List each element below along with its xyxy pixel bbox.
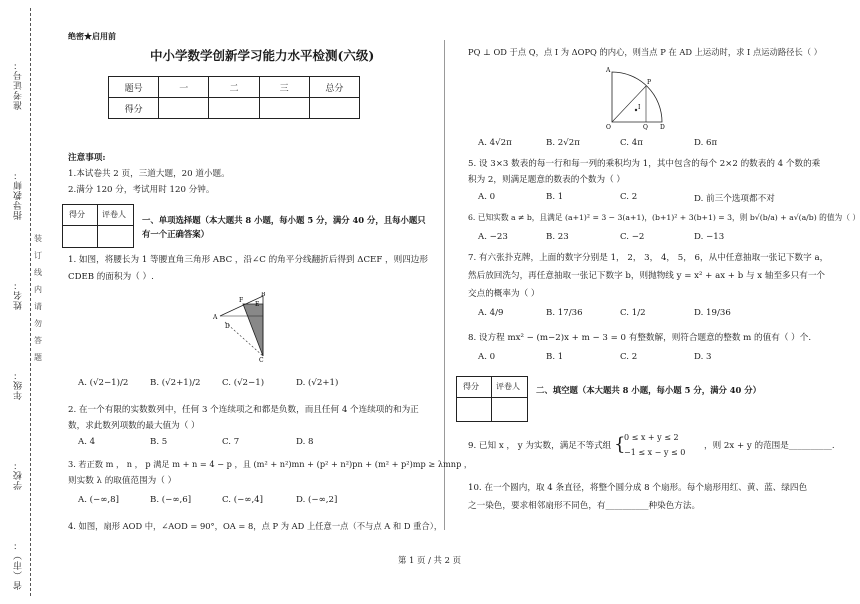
grader-reviewer-label: 评卷人 [102, 210, 126, 219]
q4-option-c[interactable]: C. 4π [620, 138, 643, 148]
q4-option-a[interactable]: A. 4√2π [478, 138, 512, 148]
table-cell[interactable] [209, 98, 259, 119]
q6-option-b[interactable]: B. 23 [546, 232, 569, 242]
q4-option-d[interactable]: D. 6π [694, 138, 718, 148]
grader-score-label: 得分 [69, 210, 85, 219]
q3-text-cont: 则实数 λ 的取值范围为（ ） [68, 476, 177, 486]
fig-label: D [225, 323, 230, 330]
q8-option-d[interactable]: D. 3 [694, 352, 712, 362]
fig-label: A [606, 67, 611, 74]
table-cell[interactable] [259, 98, 309, 119]
fig-label: B [261, 292, 266, 298]
fig-label: P [647, 79, 652, 86]
binding-cut-marks: 装 订 线 内 请 勿 答 题 [34, 234, 42, 362]
q7-text: 7. 有六张扑克牌，上面的数字分别是 1， 2， 3， 4， 5， 6，从中任意抽取一张记下数字 a， [468, 253, 829, 263]
table-cell: 题号 [109, 77, 159, 98]
table-cell: 得分 [109, 98, 159, 119]
binding-label-exam-number: 准考证号： [14, 60, 24, 110]
q5-option-b[interactable]: B. 1 [546, 192, 564, 202]
score-table [108, 76, 360, 119]
brace-icon: { [614, 434, 626, 455]
q7-option-c[interactable]: C. 1/2 [620, 308, 646, 318]
grader-box [62, 204, 134, 248]
q3-option-b[interactable]: B. (−∞,6] [150, 495, 192, 505]
q1-option-b[interactable]: B. (√2+1)/2 [150, 378, 201, 388]
q8-option-b[interactable]: B. 1 [546, 352, 564, 362]
q5-text: 5. 设 3×3 数表的每一行和每一列的乘积均为 1，其中包含的每个 2×2 的数表的 4 个数的乘 [468, 159, 821, 169]
q4-text-cont: PQ ⊥ OD 于点 Q，点 I 为 ΔOPQ 的内心，则当点 P 在 AD 上运动时，求 I 点运动路径长（ ） [468, 47, 822, 57]
q3-option-c[interactable]: C. (−∞,4] [222, 495, 263, 505]
table-cell: 三 [259, 77, 309, 98]
section-1-title: 一、单项选择题（本大题共 8 小题，每小题 5 分，满分 40 分，且每小题只 [142, 215, 426, 225]
page-title: 中小学数学创新学习能力水平检测(六级) [150, 48, 375, 63]
q8-option-a[interactable]: A. 0 [478, 352, 496, 362]
q5-text-cont: 积为 2，则满足题意的数表的个数为（ ） [468, 175, 626, 185]
section-2-title: 二、填空题（本大题共 8 小题，每小题 5 分，满分 40 分） [536, 385, 762, 395]
q7-option-b[interactable]: B. 17/36 [546, 308, 583, 318]
q7-text-cont: 交点的概率为（ ） [468, 289, 540, 299]
q4-option-b[interactable]: B. 2√2π [546, 138, 580, 148]
q7-option-a[interactable]: A. 4/9 [478, 308, 504, 318]
q8-option-c[interactable]: C. 2 [620, 352, 638, 362]
q4-text: 4. 如图，扇形 AOD 中，∠AOD = 90°，OA = 8，点 P 为 AD 上任意一点（不与点 A 和 D 重合）， [68, 521, 443, 531]
table-cell: 总分 [309, 77, 359, 98]
q6-option-d[interactable]: D. −13 [694, 232, 725, 242]
q1-option-a[interactable]: A. (√2−1)/2 [78, 378, 129, 388]
q5-option-d[interactable]: D. 前三个选项都不对 [694, 194, 775, 204]
grader-reviewer-label: 评卷人 [496, 382, 520, 391]
fig-label: D [660, 124, 665, 130]
q2-option-a[interactable]: A. 4 [78, 437, 96, 447]
q8-text: 8. 设方程 mx² − (m−2)x + m − 3 = 0 有整数解，则符合题意的整数 m 的值有（ ）个. [468, 333, 812, 343]
binding-label-name: 姓名： [14, 280, 24, 310]
q3-text: 3. 若正数 m ， n ， p 满足 m + n = 4 − p ，且 (m² + n²)mn + (p² + n²)pn + (m² + p²)mp ≥ λmnp ， [68, 459, 473, 469]
q6-text: 6. 已知实数 a ≠ b，且满足 (a+1)² = 3 − 3(a+1)，(b+1)² + 3(b+1) = 3，则 b√(b/a) + a√(a/b) 的值为（ ） [468, 213, 860, 222]
score-table-score-row [109, 98, 360, 119]
q4-sector-figure [598, 64, 670, 130]
fig-label: Q [643, 124, 648, 130]
confidential-mark: 绝密★启用前 [68, 31, 116, 41]
notes-item: 2.满分 120 分，考试用时 120 分钟。 [68, 185, 215, 195]
q10-text: 10. 在一个圆内，取 4 条直径，将整个圆分成 8 个扇形。每个扇形用红、黄、蓝、绿四色 [468, 483, 808, 493]
q9-text-cont: ，则 2x + y 的范围是__________. [704, 441, 835, 451]
q6-option-a[interactable]: A. −23 [478, 232, 508, 242]
table-cell: 二 [209, 77, 259, 98]
grader-box [456, 376, 528, 422]
grader-score-label: 得分 [463, 382, 479, 391]
q2-text: 2. 在一个有限的实数数列中，任何 3 个连续项之和都是负数，而且任何 4 个连续项的和为正 [68, 405, 419, 415]
fig-label: E [255, 301, 260, 308]
q9-inequality-1: 0 ≤ x + y ≤ 2 [624, 433, 679, 442]
q3-option-d[interactable]: D. (−∞,2] [296, 495, 338, 505]
binding-label-grade: 年级： [14, 370, 24, 400]
fig-label: C [259, 357, 264, 362]
q7-text-cont: 然后放回洗匀，再任意抽取一张记下数字 b，则抛物线 y = x² + ax + b 与 x 轴至多只有一个 [468, 271, 826, 281]
binding-cut-line [30, 8, 31, 596]
notes-title: 注意事项: [68, 153, 106, 163]
column-divider [444, 40, 445, 530]
q1-triangle-figure [205, 292, 285, 362]
q5-option-c[interactable]: C. 2 [620, 192, 638, 202]
binding-label-province: 省（市）： [14, 540, 24, 590]
section-1-title-cont: 有一个正确答案） [142, 229, 209, 239]
table-cell[interactable] [309, 98, 359, 119]
q10-text-cont: 之一染色，要求相邻扇形不同色，有__________种染色方法。 [468, 501, 701, 511]
q7-option-d[interactable]: D. 19/36 [694, 308, 731, 318]
score-table-header-row [109, 77, 360, 98]
q2-option-c[interactable]: C. 7 [222, 437, 240, 447]
q9-inequality-2: −1 ≤ x − y ≤ 0 [624, 448, 686, 457]
q1-option-d[interactable]: D. (√2+1) [296, 378, 339, 388]
q6-option-c[interactable]: C. −2 [620, 232, 645, 242]
fig-label: I [638, 104, 641, 111]
fig-label: A [213, 314, 218, 321]
q5-option-a[interactable]: A. 0 [478, 192, 496, 202]
q9-text: 9. 已知 x ， y 为实数，满足不等式组 [468, 441, 612, 451]
fig-label: F [239, 297, 244, 304]
table-cell[interactable] [159, 98, 209, 119]
q2-text-cont: 数，求此数列项数的最大值为（ ） [68, 421, 200, 431]
q2-option-d[interactable]: D. 8 [296, 437, 314, 447]
q3-option-a[interactable]: A. (−∞,8] [78, 495, 119, 505]
q1-text: 1. 如图，将腰长为 1 等腰直角三角形 ABC ，沿∠C 的角平分线翻折后得到 ΔCEF ，则四边形 [68, 255, 428, 265]
q2-option-b[interactable]: B. 5 [150, 437, 168, 447]
table-cell: 一 [159, 77, 209, 98]
fig-label: O [606, 124, 611, 130]
page-number: 第 1 页 / 共 2 页 [398, 555, 461, 565]
binding-label-teacher: 指导教师： [14, 170, 24, 220]
notes-item: 1.本试卷共 2 页，三道大题，20 道小题。 [68, 169, 230, 179]
binding-label-school: 学校： [14, 460, 24, 490]
q1-text-cont: CDEB 的面积为（ ）. [68, 272, 154, 282]
q1-option-c[interactable]: C. (√2−1) [222, 378, 265, 388]
